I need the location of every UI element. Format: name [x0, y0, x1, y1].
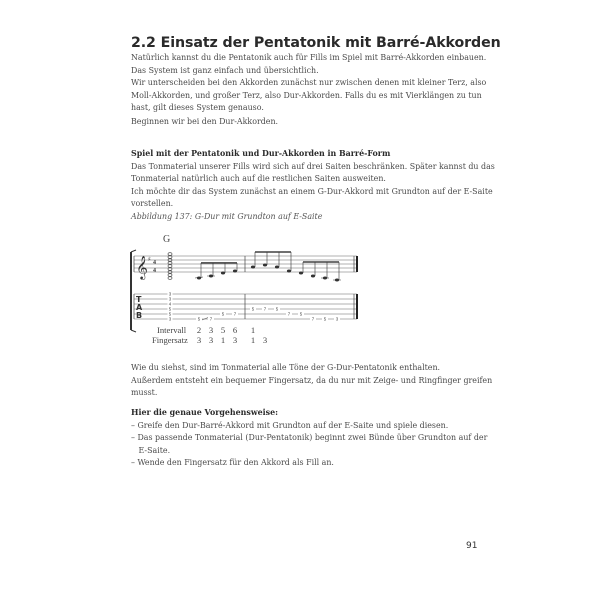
after-figure-line: musst.: [131, 388, 158, 398]
svg-text:3: 3: [232, 335, 238, 345]
intro-line: Wir unterscheiden bei den Akkorden zunächst nur zwischen denen mit kleiner Terz, also: [131, 78, 487, 88]
svg-text:1: 1: [250, 325, 256, 335]
section-title: 2.2 Einsatz der Pentatonik mit Barré-Akkorden: [131, 35, 501, 51]
chord-tab-frets: [168, 292, 173, 322]
svg-text:7: 7: [263, 306, 267, 312]
svg-text:3: 3: [262, 335, 268, 345]
procedure-step: – Greife den Dur-Barré-Akkord mit Grundton auf der E-Saite und spiele diesen.: [131, 420, 449, 430]
svg-text:1: 1: [220, 335, 226, 345]
svg-text:5: 5: [168, 311, 172, 317]
svg-text:3: 3: [208, 325, 214, 335]
svg-text:4: 4: [153, 268, 156, 274]
notes-measure-1: [195, 262, 237, 279]
procedure-section: [131, 407, 488, 470]
svg-text:5: 5: [221, 311, 225, 317]
svg-text:A: A: [136, 303, 143, 312]
svg-text:3: 3: [208, 335, 214, 345]
after-figure-line: Außerdem entsteht ein bequemer Fingersatz, da du nur mit Zeige- und Ringfinger greifen: [131, 375, 493, 385]
treble-clef-icon: 𝄞: [136, 255, 148, 279]
procedure-title: Hier die genaue Vorgehensweise:: [131, 408, 279, 417]
staff-lines: [134, 256, 357, 272]
subsection-line: vorstellen.: [131, 199, 174, 209]
begin-line: Beginnen wir bei den Dur-Akkorden.: [131, 117, 279, 126]
intro-line: Moll-Akkorden, und großer Terz, also Dur-Akkorden. Falls du es mit Vierklängen zu tun: [131, 90, 482, 100]
svg-text:5: 5: [299, 311, 303, 317]
svg-text:3: 3: [335, 316, 339, 322]
after-figure-line: Wie du siehst, sind im Tonmaterial alle Töne der G-Dur-Pentatonik enthalten.: [131, 363, 441, 372]
svg-text:4: 4: [168, 301, 172, 307]
intro-line: Das System ist ganz einfach und übersichtlich.: [131, 65, 319, 75]
svg-text:5: 5: [197, 316, 201, 322]
svg-text:5: 5: [168, 306, 172, 312]
svg-text:7: 7: [287, 311, 291, 317]
chord-symbol: G: [163, 234, 171, 245]
figure-caption: Abbildung 137: G-Dur mit Grundton auf E-Saite: [131, 212, 323, 221]
svg-text:4: 4: [153, 260, 156, 266]
intro-line: Natürlich kannst du die Pentatonik auch für Fills im Spiel mit Barré-Akkorden einbauen.: [131, 53, 487, 62]
procedure-step: – Wende den Fingersatz für den Akkord als Fill an.: [131, 458, 334, 468]
svg-text:5: 5: [275, 306, 279, 312]
subsection-line: Tonmaterial natürlich auch auf die restlichen Saiten ausweiten.: [131, 174, 386, 184]
svg-text:B: B: [136, 311, 143, 320]
svg-text:7: 7: [233, 311, 237, 317]
subsection-line: Das Tonmaterial unserer Fills wird sich auf drei Saiten beschränken. Später kannst du das: [131, 161, 495, 171]
svg-text:7: 7: [311, 316, 315, 322]
subsection-line: Ich möchte dir das System zunächst an einem G-Dur-Akkord mit Grundton auf der E-Saite: [131, 186, 493, 196]
svg-text:T: T: [136, 295, 142, 304]
svg-text:2: 2: [196, 325, 202, 335]
svg-text:3: 3: [196, 335, 202, 345]
intro-paragraph: [131, 52, 487, 115]
svg-text:7: 7: [209, 316, 213, 322]
intro-line: hast, gilt dieses System genauso.: [131, 103, 264, 113]
fingering-row: [152, 335, 267, 345]
svg-text:5: 5: [251, 306, 255, 312]
subsection-title: Spiel mit der Pentatonik und Dur-Akkorden in Barré-Form: [131, 149, 391, 158]
svg-text:5: 5: [220, 325, 226, 335]
notation-figure: [127, 232, 362, 350]
procedure-step: E-Saite.: [131, 445, 171, 455]
subsection: [131, 148, 495, 211]
sharp-icon: ♯: [148, 256, 151, 263]
tab-measure-1: [196, 312, 238, 322]
svg-text:6: 6: [232, 325, 238, 335]
svg-text:3: 3: [168, 316, 172, 322]
svg-text:3: 3: [168, 291, 172, 297]
begin-paragraph: [131, 116, 476, 129]
svg-text:Intervall: Intervall: [157, 325, 187, 335]
svg-text:Fingersatz: Fingersatz: [152, 335, 188, 345]
procedure-step: – Das passende Tonmaterial (Dur-Pentatonik) beginnt zwei Bünde über Grundton auf der: [131, 433, 488, 443]
tab-staff-lines: [134, 291, 357, 319]
svg-text:5: 5: [323, 316, 327, 322]
after-figure-paragraph: [131, 362, 493, 400]
interval-row: [157, 325, 255, 335]
svg-text:1: 1: [250, 335, 256, 345]
chord-diamonds-icon: [168, 253, 172, 280]
page-number: 91: [466, 541, 478, 551]
svg-text:3: 3: [168, 296, 172, 302]
